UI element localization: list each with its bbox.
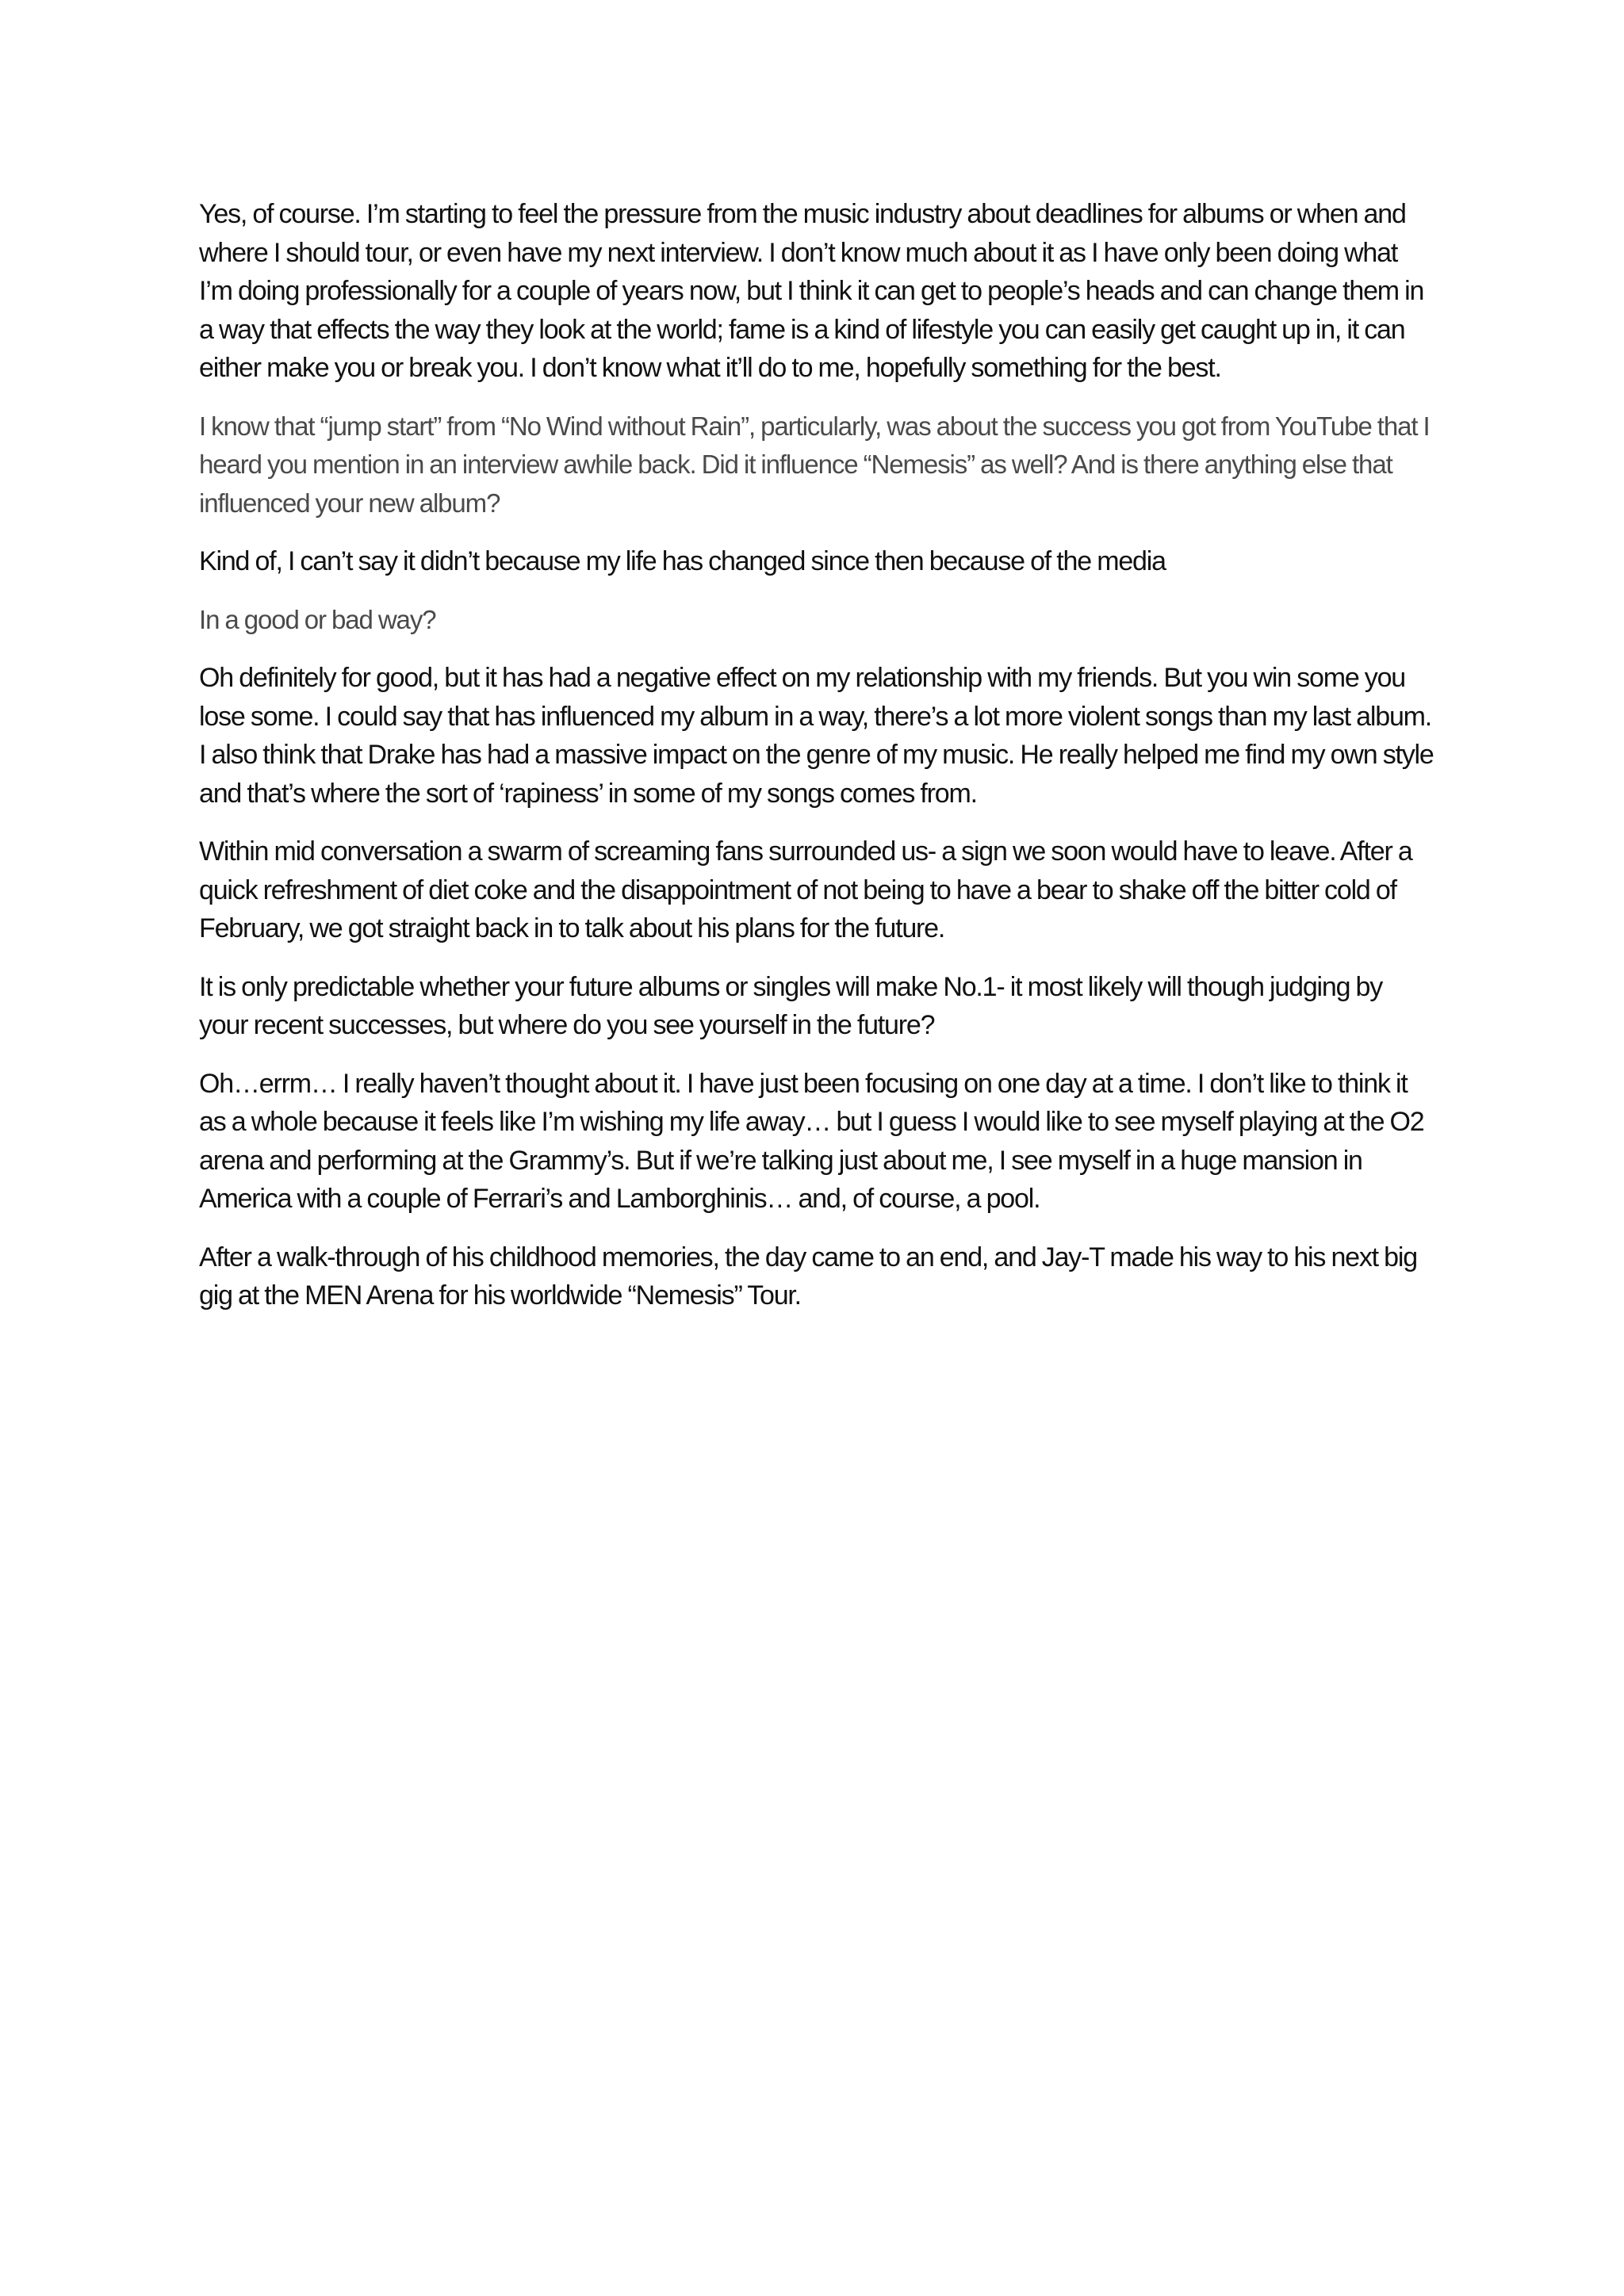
- answer-paragraph: Kind of, I can’t say it didn’t because my life has changed since then because of the media: [199, 546, 1166, 576]
- question-paragraph: In a good or bad way?: [199, 604, 436, 634]
- answer-paragraph: Oh definitely for good, but it has had a negative effect on my relationship with my friends. But you win some you lose some. I could say that has influenced my album in a way, there’s a lot more violent songs than my last album. I also think that Drake has had a massive impact on the genre of my music. He really helped me find my own style and that’s where the sort of ‘rapiness’ in some of my songs comes from.: [199, 663, 1434, 809]
- interview-text: [199, 195, 1436, 1335]
- narration-paragraph: Within mid conversation a swarm of screaming fans surrounded us- a sign we soon would have to leave. After a quick refreshment of diet coke and the disappointment of not being to have a bear to shake off the bitter cold of February, we got straight back in to talk about his plans for the future.: [199, 836, 1412, 943]
- answer-paragraph: Yes, of course. I’m starting to feel the pressure from the music industry about deadlines for albums or when and where I should tour, or even have my next interview. I don’t know much about it as I have only been doing what I’m doing professionally for a couple of years now, but I think it can get to people’s heads and can change them in a way that effects the way they look at the world; fame is a kind of lifestyle you can easily get caught up in, it can either make you or break you. I don’t know what it’ll do to me, hopefully something for the best.: [199, 199, 1424, 383]
- narration-paragraph: After a walk-through of his childhood memories, the day came to an end, and Jay-T made his way to his next big gig at the MEN Arena for his worldwide “Nemesis” Tour.: [199, 1242, 1417, 1311]
- question-paragraph: I know that “jump start” from “No Wind without Rain”, particularly, was about the success you got from YouTube that I heard you mention in an interview awhile back. Did it influence “Nemesis” as well? And is there anything else that influenced your new album?: [199, 411, 1430, 518]
- question-paragraph: It is only predictable whether your future albums or singles will make No.1- it most likely will though judging by your recent successes, but where do you see yourself in the future?: [199, 971, 1383, 1040]
- answer-paragraph: Oh…errm… I really haven’t thought about it. I have just been focusing on one day at a time. I don’t like to think it as a whole because it feels like I’m wishing my life away… but I guess I would like to see myself playing at the O2 arena and performing at the Grammy’s. But if we’re talking just about me, I see myself in a huge mansion in America with a couple of Ferrari’s and Lamborghinis… and, of course, a pool.: [199, 1068, 1424, 1214]
